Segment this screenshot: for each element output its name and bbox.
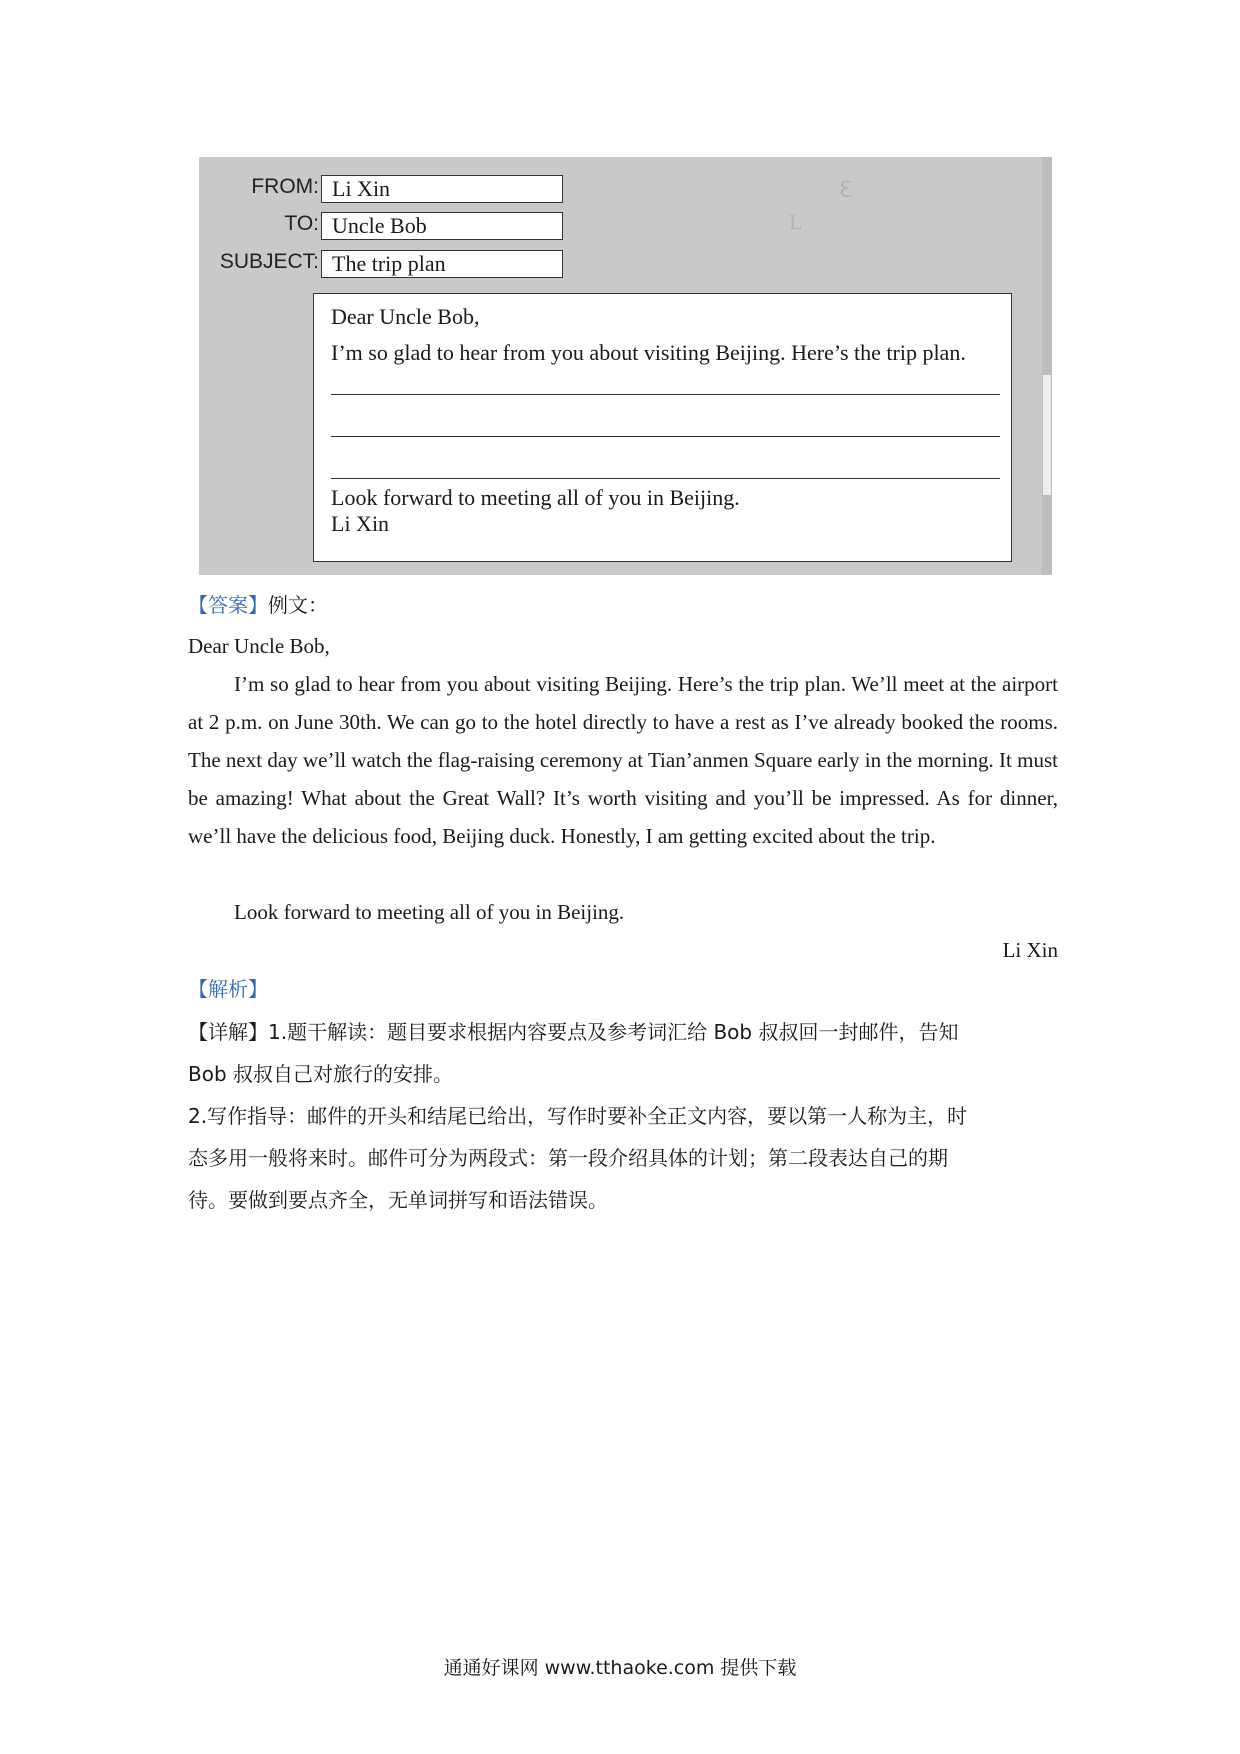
answer-greeting: Dear Uncle Bob, <box>188 634 330 658</box>
to-label: TO: <box>284 212 319 235</box>
analysis-point1-line2: Bob 叔叔自己对旅行的安排。 <box>188 1062 454 1086</box>
answer-tag: 【答案】 <box>188 593 268 617</box>
scrollbar-track <box>1042 157 1052 575</box>
to-field: Uncle Bob <box>321 212 563 240</box>
email-form-scan <box>199 157 1052 575</box>
subject-label: SUBJECT: <box>219 250 319 273</box>
blank-line <box>331 478 1000 479</box>
answer-body-text: I’m so glad to hear from you about visiting Beijing. Here’s the trip plan. We’ll meet at the airport at 2 p.m. on June 30th. We can go to the hotel directly to have a rest as I’ve already booked the rooms. The next day we’ll watch the flag-raising ceremony at Tian’anmen Square early in the morning. It must be amazing! What about the Great Wall? It’s worth visiting and you’ll be impressed. As for dinner, we’ll have the delicious food, Beijing duck. Honestly, I am getting excited about the trip. <box>188 672 1058 848</box>
point1-text: 1.题干解读：题目要求根据内容要点及参考词汇给 Bob 叔叔回一封邮件，告知 <box>268 1020 959 1044</box>
bleed-through-text: L <box>789 209 803 234</box>
letter-closing: Look forward to meeting all of you in Beijing. <box>331 485 740 510</box>
analysis-tag: 【解析】 <box>188 977 268 1001</box>
letter-greeting: Dear Uncle Bob, <box>331 304 480 329</box>
answer-heading <box>188 586 328 624</box>
detail-tag: 【详解】 <box>188 1020 268 1044</box>
letter-opening: I’m so glad to hear from you about visiting Beijing. Here’s the trip plan. <box>331 340 966 365</box>
blank-line <box>331 394 1000 395</box>
answer-signature: Li Xin <box>1002 938 1058 962</box>
analysis-point1-line1 <box>188 1013 958 1051</box>
scrollbar-thumb <box>1043 375 1051 495</box>
analysis-point2-line2: 态多用一般将来时。邮件可分为两段式：第一段介绍具体的计划；第二段表达自己的期 <box>188 1146 948 1170</box>
analysis-point2-line3: 待。要做到要点齐全，无单词拼写和语法错误。 <box>188 1188 608 1212</box>
letter-body-box <box>313 293 1012 562</box>
letter-signature: Li Xin <box>331 511 390 536</box>
answer-tag-suffix: 例文： <box>268 593 328 617</box>
bleed-through-text: ℇ <box>839 177 853 202</box>
blank-line <box>331 436 1000 437</box>
subject-field: The trip plan <box>321 250 563 278</box>
from-label: FROM: <box>251 175 319 198</box>
analysis-point2-line1: 2.写作指导：邮件的开头和结尾已给出，写作时要补全正文内容，要以第一人称为主，时 <box>188 1104 968 1128</box>
page-footer: 通通好课网 www.tthaoke.com 提供下载 <box>443 1657 797 1679</box>
answer-closing: Look forward to meeting all of you in Beijing. <box>234 900 625 924</box>
answer-body <box>188 665 1058 855</box>
from-field: Li Xin <box>321 175 563 203</box>
